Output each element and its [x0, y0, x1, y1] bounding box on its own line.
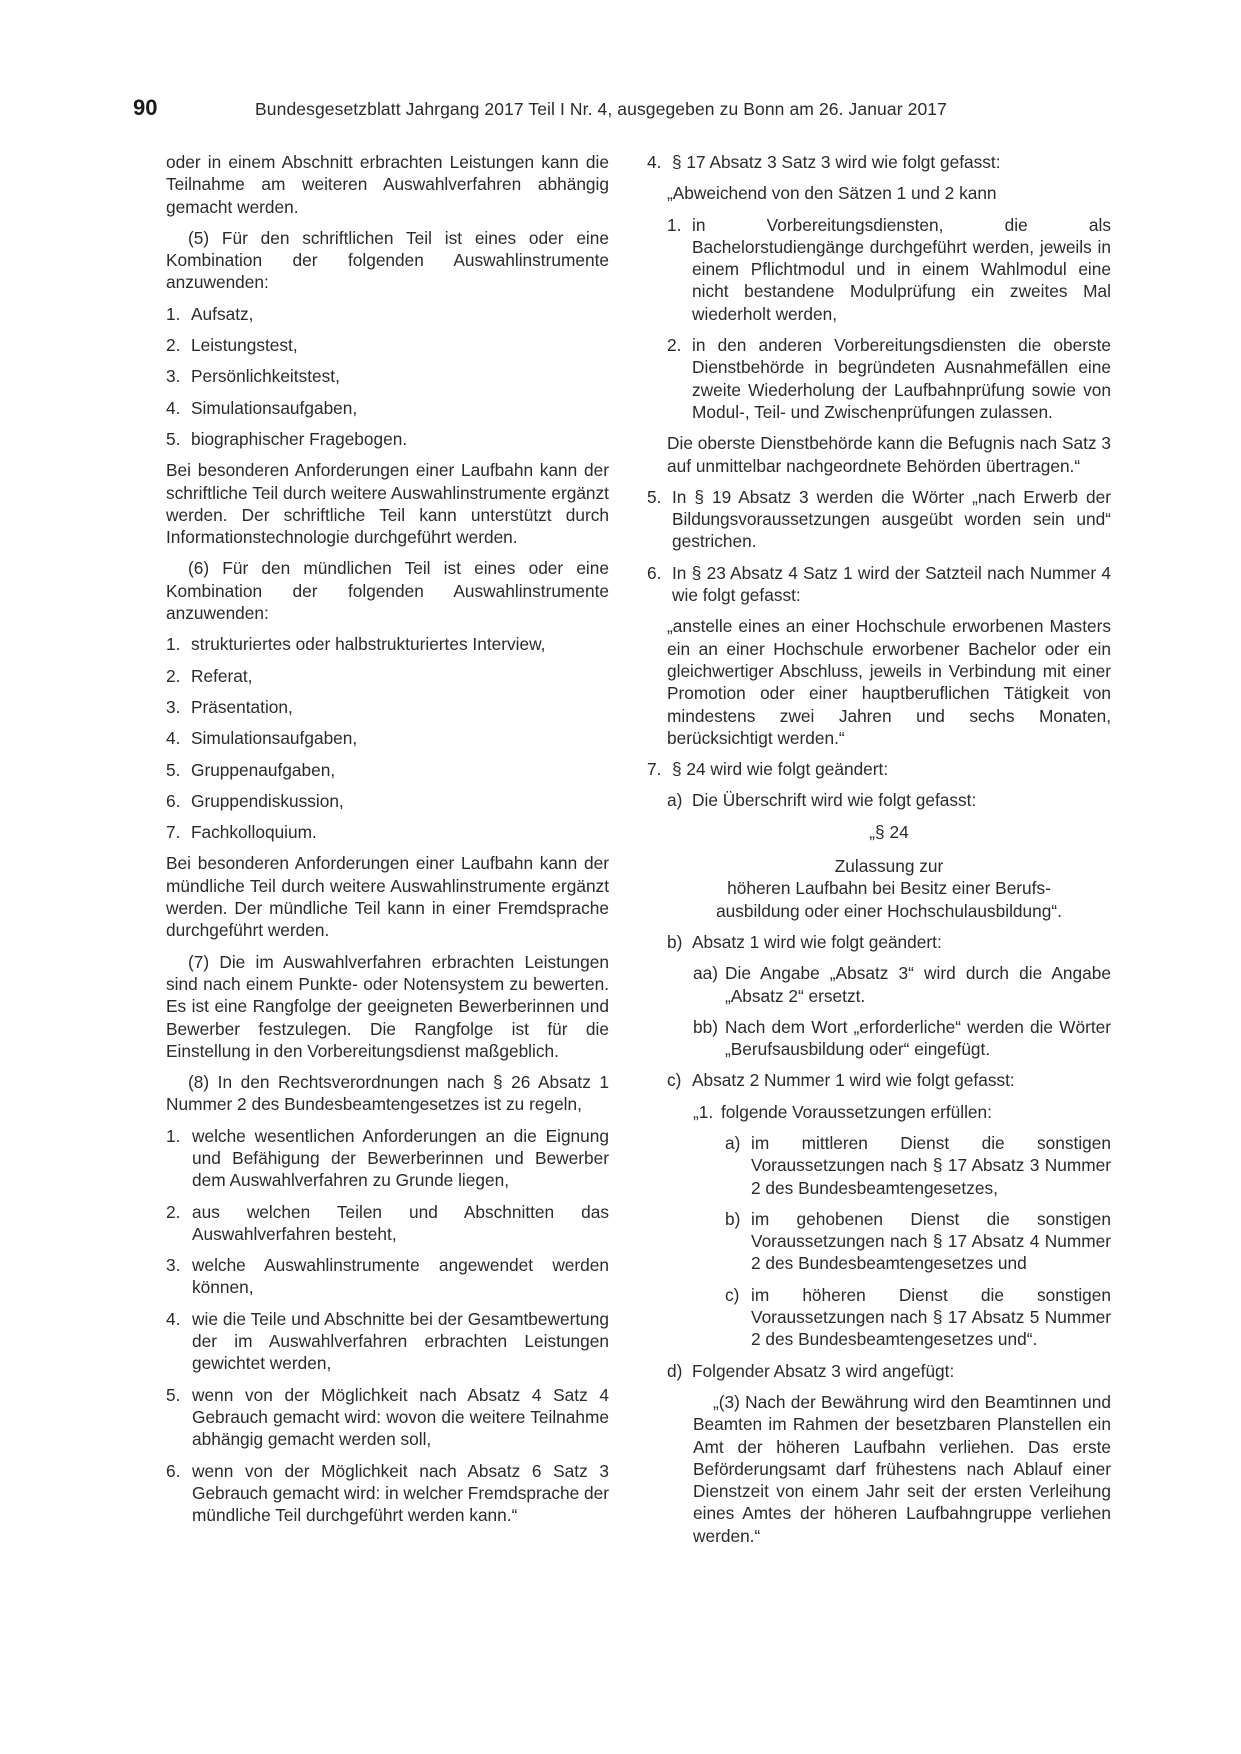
amendment-item-7 [647, 758, 1111, 780]
list-text: Absatz 1 wird wie folgt geändert: [692, 931, 942, 952]
amendment-item-5 [647, 486, 1111, 553]
list-item [166, 1125, 609, 1192]
list-number: 4. [166, 1308, 181, 1329]
list-5 [166, 303, 609, 450]
list-number: „1. [693, 1101, 714, 1122]
list-number: 7. [166, 822, 181, 843]
list-number: 5. [647, 486, 662, 507]
list-text: biographischer Fragebogen. [191, 428, 408, 449]
list-number: 7. [647, 759, 662, 780]
list-text: Folgender Absatz 3 wird angefügt: [692, 1360, 955, 1381]
list-text: Persönlichkeitstest, [191, 366, 340, 387]
list-number: 5. [166, 759, 181, 780]
list-item [693, 962, 1111, 1007]
amendment-item-6 [647, 562, 1111, 607]
list-text: Simulationsaufgaben, [191, 397, 358, 418]
list-number: 3. [166, 696, 181, 717]
quoted-text: „Abweichend von den Sätzen 1 und 2 kann [667, 183, 997, 204]
list-text: welche Auswahlinstrumente angewendet werden können, [192, 1255, 609, 1298]
list-number: c) [667, 1070, 682, 1091]
list-text: Die Überschrift wird wie folgt gefasst: [692, 790, 977, 811]
list-text: wie die Teile und Abschnitte bei der Gesamtbewertung der im Auswahlverfahren erbrachten Leistungen gewichtet werden, [192, 1308, 609, 1374]
list-number: 5. [166, 1384, 181, 1405]
right-column [647, 151, 1111, 1556]
quoted-list-item [693, 1101, 1111, 1123]
list-item [166, 821, 609, 843]
paragraph-6: (6) Für den mündlichen Teil ist eines oder eine Kombination der folgenden Auswahlinstrumente anzuwenden: [166, 558, 609, 624]
list-8 [166, 1125, 609, 1527]
list-item [166, 633, 609, 655]
list-item [166, 1308, 609, 1375]
list-number: 6. [166, 1460, 181, 1481]
list-number: 5. [166, 428, 181, 449]
paragraph-5: (5) Für den schriftlichen Teil ist eines oder eine Kombination der folgenden Auswahlinstrumente anzuwenden: [166, 227, 609, 293]
list-text: Gruppendiskussion, [191, 790, 344, 811]
gazette-header-title: Bundesgesetzblatt Jahrgang 2017 Teil I Nr. 4, ausgegeben zu Bonn am 26. Januar 2017 [255, 99, 947, 119]
list-text: § 17 Absatz 3 Satz 3 wird wie folgt gefasst: [672, 152, 1001, 172]
list-text: im höheren Dienst die sonstigen Voraussetzungen nach § 17 Absatz 5 Nummer 2 des Bundesbeamtengesetzes und“. [751, 1284, 1111, 1350]
quoted-text: „(3) Nach der Bewährung wird den Beamtinnen und Beamten im Rahmen der besetzbaren Planstellen ein Amt der höheren Laufbahn verliehen. Das erste Beförderungsamt darf frühestens nach Ablauf einer Dienstzeit von einem Jahr seit der ersten Verleihung eines Amtes der höheren Laufbahngruppe verliehen werden.“ [693, 1391, 1111, 1546]
list-text: Referat, [191, 665, 253, 686]
paragraph: Bei besonderen Anforderungen einer Laufbahn kann der mündliche Teil durch weitere Auswahlinstrumente ergänzt werden. Der mündliche Teil kann in einer Fremdsprache durchgeführt werden. [166, 853, 609, 941]
list-number: 6. [647, 562, 662, 583]
list-number: 1. [166, 303, 181, 324]
list-number: 4. [166, 397, 181, 418]
list-number: 2. [667, 335, 682, 356]
list-text: welche wesentlichen Anforderungen an die Eignung und Befähigung der Bewerberinnen und Bewerber dem Auswahlverfahren zu Grunde liegen, [192, 1125, 609, 1191]
list-text: wenn von der Möglichkeit nach Absatz 6 Satz 3 Gebrauch gemacht wird: in welcher Fremdsprache der mündliche Teil durchgeführt werden kann.“ [192, 1460, 609, 1526]
list-item [166, 790, 609, 812]
list-number: 1. [667, 214, 682, 235]
list-number: 2. [166, 1201, 181, 1222]
list-text: im gehobenen Dienst die sonstigen Voraussetzungen nach § 17 Absatz 4 Nummer 2 des Bundesbeamtengesetzes und [751, 1208, 1111, 1274]
list-number: 1. [166, 634, 181, 655]
list-text: § 24 wird wie folgt geändert: [672, 759, 889, 780]
section-heading-block [667, 821, 1111, 922]
list-item [166, 665, 609, 687]
page-number: 90 [133, 95, 158, 120]
list-item [166, 1201, 609, 1246]
list-number: bb) [693, 1016, 718, 1037]
list-item [725, 1284, 1111, 1351]
section-title-line: Zulassung zur [834, 856, 944, 877]
list-number: 2. [166, 665, 181, 686]
sub-item-a [667, 789, 1111, 811]
paragraph-8: (8) In den Rechtsverordnungen nach § 26 Absatz 1 Nummer 2 des Bundesbeamtengesetzes ist zu regeln, [166, 1072, 609, 1115]
list-number: 2. [166, 335, 181, 356]
list-item [166, 303, 609, 325]
list-item [166, 1254, 609, 1299]
list-6 [166, 633, 609, 843]
list-text: In § 19 Absatz 3 werden die Wörter „nach Erwerb der Bildungsvoraussetzungen ausgeübt worden sein und“ gestrichen. [672, 486, 1111, 552]
list-text: in Vorbereitungsdiensten, die als Bachelorstudiengänge durchgeführt werden, jeweils in einem Pflichtmodul und in einem Wahlmodul eine nicht bestandene Modulprüfung ein zweites Mal wiederholt werden, [692, 214, 1111, 324]
list-text: Absatz 2 Nummer 1 wird wie folgt gefasst: [692, 1070, 1015, 1091]
list-number: c) [725, 1284, 740, 1305]
list-number: a) [667, 790, 683, 811]
left-column [166, 151, 609, 1535]
list-item [667, 214, 1111, 325]
list-item [166, 397, 609, 419]
list-item [166, 759, 609, 781]
list-text: wenn von der Möglichkeit nach Absatz 4 Satz 4 Gebrauch gemacht wird: wovon die weitere Teilnahme abhängig gemacht werden soll, [192, 1384, 609, 1450]
list-item [693, 1016, 1111, 1061]
list-text: Aufsatz, [191, 303, 254, 324]
list-number: aa) [693, 963, 718, 984]
list-text: aus welchen Teilen und Abschnitten das Auswahlverfahren besteht, [192, 1201, 609, 1244]
list-number: 3. [166, 1255, 181, 1276]
paragraph: oder in einem Abschnitt erbrachten Leistungen kann die Teilnahme am weiteren Auswahlverfahren abhängig gemacht werden. [166, 152, 609, 217]
list-number: a) [725, 1132, 741, 1153]
page-header [133, 95, 1108, 125]
list-item [166, 334, 609, 356]
sub-item-b [667, 931, 1111, 953]
section-title-line: höheren Laufbahn bei Besitz einer Berufs- [727, 878, 1051, 899]
list-text: Fachkolloquium. [191, 822, 317, 843]
list-text: Gruppenaufgaben, [191, 759, 336, 780]
list-text: Simulationsaufgaben, [191, 728, 358, 749]
list-number: b) [725, 1208, 741, 1229]
sub-item-c [667, 1069, 1111, 1091]
section-title-line: ausbildung oder einer Hochschulausbildung“. [716, 900, 1062, 921]
list-item [166, 1460, 609, 1527]
section-number: „§ 24 [869, 821, 909, 842]
sub-item-d [667, 1360, 1111, 1382]
list-item [725, 1132, 1111, 1199]
list-item [166, 696, 609, 718]
list-text: folgende Voraussetzungen erfüllen: [721, 1101, 992, 1122]
list-item [166, 428, 609, 450]
list-item [667, 334, 1111, 423]
list-item [166, 727, 609, 749]
list-item [166, 365, 609, 387]
list-text: Präsentation, [191, 696, 293, 717]
list-number: d) [667, 1360, 683, 1381]
list-text: strukturiertes oder halbstrukturiertes Interview, [191, 634, 546, 655]
list-text: in den anderen Vorbereitungsdiensten die oberste Dienstbehörde in begründeten Ausnahmefällen eine zweite Wiederholung der Laufbahnprüfung sowie von Modul-, Teil- und Zwischenprüfungen zulassen. [692, 335, 1111, 422]
list-text: Leistungstest, [191, 335, 298, 356]
list-item [166, 1384, 609, 1451]
list-number: 6. [166, 790, 181, 811]
list-text: In § 23 Absatz 4 Satz 1 wird der Satzteil nach Nummer 4 wie folgt gefasst: [672, 562, 1111, 606]
paragraph: Bei besonderen Anforderungen einer Laufbahn kann der schriftliche Teil durch weitere Auswahlinstrumente ergänzt werden. Der schriftliche Teil kann unterstützt durch Informationstechnologie durchgeführt werden. [166, 460, 609, 548]
list-number: 1. [166, 1125, 181, 1146]
quoted-text: Die oberste Dienstbehörde kann die Befugnis nach Satz 3 auf unmittelbar nachgeordnete Behörden übertragen.“ [667, 433, 1111, 476]
paragraph-7: (7) Die im Auswahlverfahren erbrachten Leistungen sind nach einem Punkte- oder Notensystem zu bewerten. Es ist eine Rangfolge der geeigneten Bewerberinnen und Bewerber festzulegen. Die Rangfolge ist für die Einstellung in den Vorbereitungsdienst maßgeblich. [166, 951, 609, 1061]
list-text: im mittleren Dienst die sonstigen Voraussetzungen nach § 17 Absatz 3 Nummer 2 des Bundesbeamtengesetzes, [751, 1132, 1111, 1198]
list-number: 4. [166, 728, 181, 749]
list-number: 4. [647, 152, 662, 172]
amendment-item-4 [647, 151, 1111, 173]
list-item [725, 1208, 1111, 1275]
list-text: Nach dem Wort „erforderliche“ werden die Wörter „Berufsausbildung oder“ eingefügt. [725, 1016, 1111, 1060]
list-number: 3. [166, 366, 181, 387]
quoted-text: „anstelle eines an einer Hochschule erworbenen Masters ein an einer Hochschule erworbener Bachelor oder ein gleichwertiger Abschluss, jeweils in Verbindung mit einer Promotion oder einer hauptberuflichen Tätigkeit von mindestens zwei Jahren und sechs Monaten, berücksichtigt werden.“ [667, 616, 1111, 748]
list-number: b) [667, 931, 683, 952]
list-text: Die Angabe „Absatz 3“ wird durch die Angabe „Absatz 2“ ersetzt. [725, 963, 1111, 1006]
